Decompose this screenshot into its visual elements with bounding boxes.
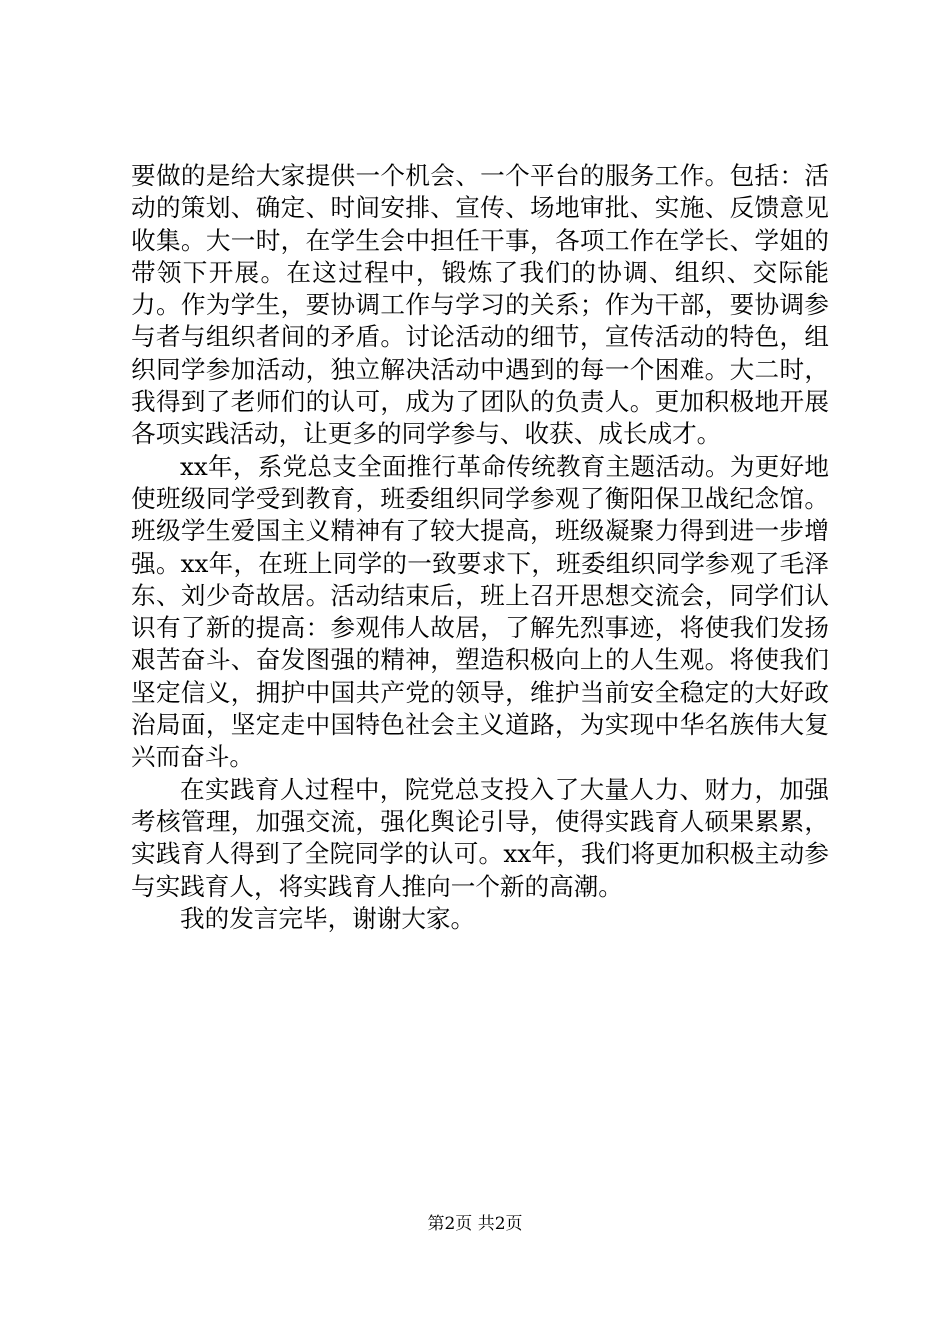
document-body (131, 160, 829, 935)
paragraph-4: 我的发言完毕，谢谢大家。 (180, 903, 476, 933)
page-footer: 第2页 共2页 (427, 1214, 523, 1234)
paragraph-3: 在实践育人过程中，院党总支投入了大量人力、财力，加强考核管理，加强交流，强化舆论引导，使得实践育人硕果累累，实践育人得到了全院同学的认可。xx年，我们将更加积极主动参与实践育人，将实践育人推向一个新的高潮。 (131, 774, 829, 901)
paragraph-2: xx年，系党总支全面推行革命传统教育主题活动。为更好地使班级同学受到教育，班委组织同学参观了衡阳保卫战纪念馆。班级学生爱国主义精神有了较大提高，班级凝聚力得到进一步增强。xx年，在班上同学的一致要求下，班委组织同学参观了毛泽东、刘少奇故居。活动结束后，班上召开思想交流会，同学们认识有了新的提高：参观伟人故居，了解先烈事迹，将使我们发扬艰苦奋斗、奋发图强的精神，塑造积极向上的人生观。将使我们坚定信义，拥护中国共产党的领导，维护当前安全稳定的大好政治局面，坚定走中国特色社会主义道路，为实现中华名族伟大复兴而奋斗。 (131, 451, 829, 772)
paragraph-1: 要做的是给大家提供一个机会、一个平台的服务工作。包括：活动的策划、确定、时间安排、宣传、场地审批、实施、反馈意见收集。大一时，在学生会中担任干事，各项工作在学长、学姐的带领下开展。在这过程中，锻炼了我们的协调、组织、交际能力。作为学生，要协调工作与学习的关系；作为干部，要协调参与者与组织者间的矛盾。讨论活动的细节，宣传活动的特色，组织同学参加活动，独立解决活动中遇到的每一个困难。大二时，我得到了老师们的认可，成为了团队的负责人。更加积极地开展各项实践活动，让更多的同学参与、收获、成长成才。 (131, 161, 829, 449)
